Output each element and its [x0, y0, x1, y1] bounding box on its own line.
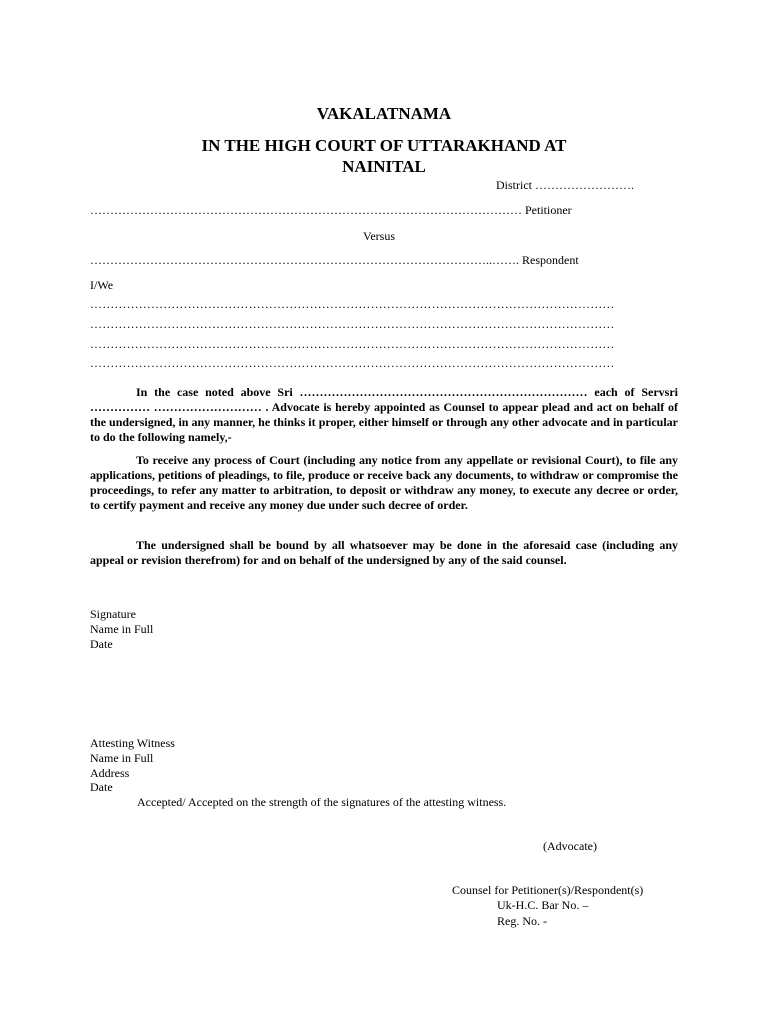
petitioner-field: ……………………………………………………………………………………………… Petitioner	[90, 203, 572, 217]
registration-number-line: Reg. No. -	[497, 914, 547, 928]
bar-number-line: Uk-H.C. Bar No. –	[497, 898, 589, 912]
blank-line: …………………………………………………………………………………………………………………	[90, 356, 615, 370]
district-field: District …………………….	[496, 178, 634, 192]
blank-line: …………………………………………………………………………………………………………………	[90, 337, 615, 351]
powers-paragraph: To receive any process of Court (including any notice from any appellate or revisional Court), to file any applications, petitions of pleadings, to file, produce or receive back any documents, to withdraw or compromise the proceedings, to refer any matter to arbitration, to deposit or withdraw any money, to execute any decree or order, to certify payment and receive any money due under such decree of order.	[90, 453, 678, 512]
blank-line: …………………………………………………………………………………………………………………	[90, 297, 615, 311]
signature-label: Signature	[90, 607, 136, 621]
accepted-statement: Accepted/ Accepted on the strength of the signatures of the attesting witness.	[137, 795, 507, 809]
witness-name-label: Name in Full	[90, 751, 154, 765]
respondent-field: ………………………………………………………………………………………..……. Respondent	[90, 253, 579, 267]
appointment-paragraph: In the case noted above Sri ……………………………………………………………… each of Servsri …………… ……………………… . Advocate is hereby appointed as Counsel to appear plead and act on behalf of the undersigned, in any manner, he thinks it proper, either himself or through any other advocate and in particular to do the following namely,-	[90, 385, 678, 444]
court-name-line-1: IN THE HIGH COURT OF UTTARAKHAND AT	[201, 136, 567, 155]
date-label: Date	[90, 637, 113, 651]
document-title: VAKALATNAMA	[316, 104, 452, 123]
binding-paragraph: The undersigned shall be bound by all whatsoever may be done in the aforesaid case (including any appeal or revision therefrom) for and on behalf of the undersigned by any of the said counsel.	[90, 538, 678, 567]
blank-line: …………………………………………………………………………………………………………………	[90, 317, 615, 331]
witness-date-label: Date	[90, 780, 113, 794]
court-name-line-2: NAINITAL	[342, 157, 426, 176]
advocate-label: (Advocate)	[543, 839, 597, 853]
iwe-label: I/We	[90, 278, 114, 292]
attesting-witness-label: Attesting Witness	[90, 736, 175, 750]
name-in-full-label: Name in Full	[90, 622, 154, 636]
counsel-line: Counsel for Petitioner(s)/Respondent(s)	[452, 883, 644, 897]
witness-address-label: Address	[90, 766, 130, 780]
versus-label: Versus	[363, 229, 395, 243]
